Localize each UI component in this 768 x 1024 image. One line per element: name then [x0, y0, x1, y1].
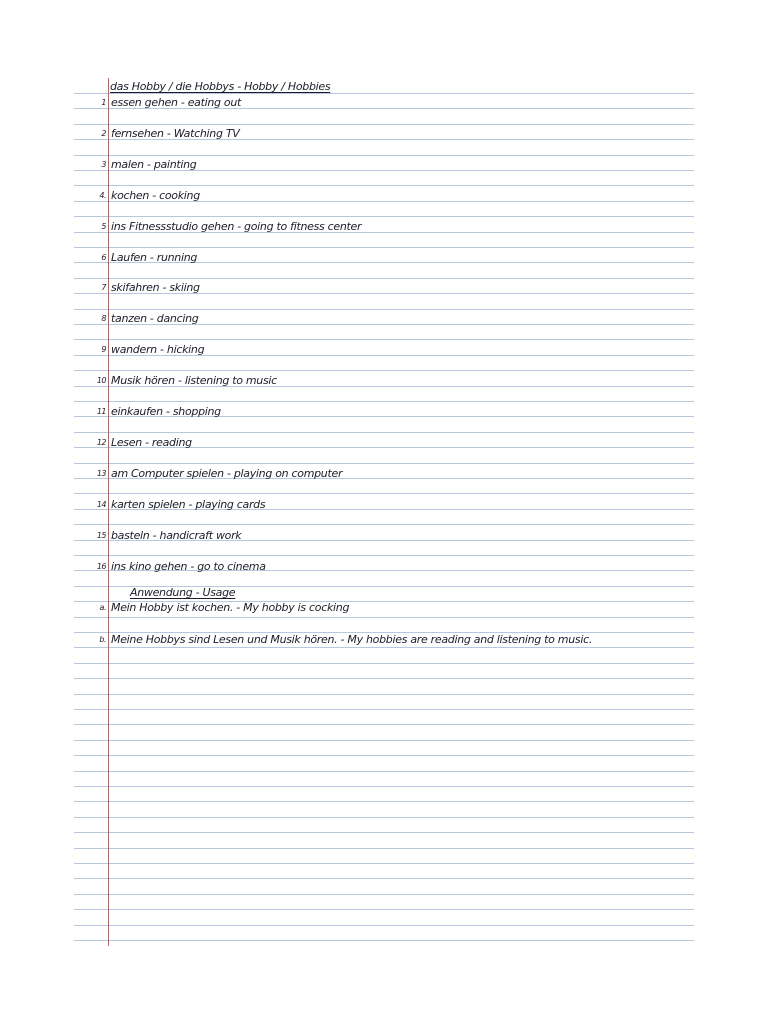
item-number: 9 [101, 345, 106, 354]
list-item: fernsehen - Watching TV [111, 127, 240, 140]
item-number: 8 [101, 314, 106, 323]
ruled-line [74, 339, 694, 340]
ruled-line [74, 370, 694, 371]
item-number: 16 [96, 562, 106, 571]
item-number: 2 [101, 129, 106, 138]
usage-example: Mein Hobby ist kochen. - My hobby is cocking [111, 601, 350, 614]
ruled-line [74, 663, 694, 664]
ruled-line [74, 617, 694, 618]
ruled-line [74, 524, 694, 525]
usage-heading: Anwendung - Usage [130, 586, 236, 599]
ruled-line [74, 724, 694, 725]
ruled-line [74, 832, 694, 833]
item-number: 7 [101, 283, 106, 292]
list-item: kochen - cooking [111, 189, 200, 202]
item-number: 15 [96, 531, 106, 540]
ruled-line [74, 863, 694, 864]
ruled-line [74, 678, 694, 679]
ruled-line [74, 185, 694, 186]
ruled-line [74, 463, 694, 464]
list-item: essen gehen - eating out [111, 96, 242, 109]
ruled-line [74, 848, 694, 849]
ruled-line [74, 878, 694, 879]
item-number: 5 [101, 222, 106, 231]
item-number: 3 [101, 160, 106, 169]
ruled-line [74, 694, 694, 695]
list-item: Laufen - running [111, 251, 198, 264]
list-item: ins kino gehen - go to cinema [111, 560, 266, 573]
usage-example: Meine Hobbys sind Lesen und Musik hören. - My hobbies are reading and listening to music. [111, 633, 593, 646]
item-number: 12 [96, 438, 106, 447]
list-item: skifahren - skiing [111, 281, 200, 294]
page-heading: das Hobby / die Hobbys - Hobby / Hobbies [110, 80, 331, 93]
list-item: ins Fitnessstudio gehen - going to fitness center [111, 220, 362, 233]
usage-letter: a. [99, 603, 106, 612]
item-number: 11 [96, 407, 106, 416]
item-number: 1 [101, 98, 106, 107]
ruled-line [74, 555, 694, 556]
list-item: tanzen - dancing [111, 312, 199, 325]
list-item: am Computer spielen - playing on computer [111, 467, 343, 480]
list-item: malen - painting [111, 158, 197, 171]
ruled-line [74, 647, 694, 648]
list-item: Musik hören - listening to music [111, 374, 277, 387]
ruled-line [74, 155, 694, 156]
ruled-line [74, 801, 694, 802]
ruled-line [74, 247, 694, 248]
ruled-line [74, 216, 694, 217]
list-item: einkaufen - shopping [111, 405, 221, 418]
list-item: Lesen - reading [111, 436, 192, 449]
list-item: wandern - hicking [111, 343, 205, 356]
ruled-line [74, 740, 694, 741]
ruled-line [74, 817, 694, 818]
ruled-line [74, 755, 694, 756]
ruled-line [74, 278, 694, 279]
ruled-line [74, 894, 694, 895]
item-number: 6 [101, 253, 106, 262]
item-number: 4. [99, 191, 106, 200]
ruled-line [74, 401, 694, 402]
item-number: 13 [96, 469, 106, 478]
ruled-line [74, 940, 694, 941]
usage-letter: b. [99, 635, 106, 644]
ruled-line [74, 309, 694, 310]
ruled-line [74, 909, 694, 910]
item-number: 10 [96, 376, 106, 385]
list-item: karten spielen - playing cards [111, 498, 266, 511]
margin-line [108, 78, 109, 946]
ruled-line [74, 493, 694, 494]
ruled-line [74, 709, 694, 710]
ruled-line [74, 771, 694, 772]
item-number: 14 [96, 500, 106, 509]
ruled-line [74, 925, 694, 926]
ruled-line [74, 432, 694, 433]
list-item: basteln - handicraft work [111, 529, 242, 542]
ruled-line [74, 93, 694, 94]
ruled-line [74, 786, 694, 787]
ruled-line [74, 124, 694, 125]
